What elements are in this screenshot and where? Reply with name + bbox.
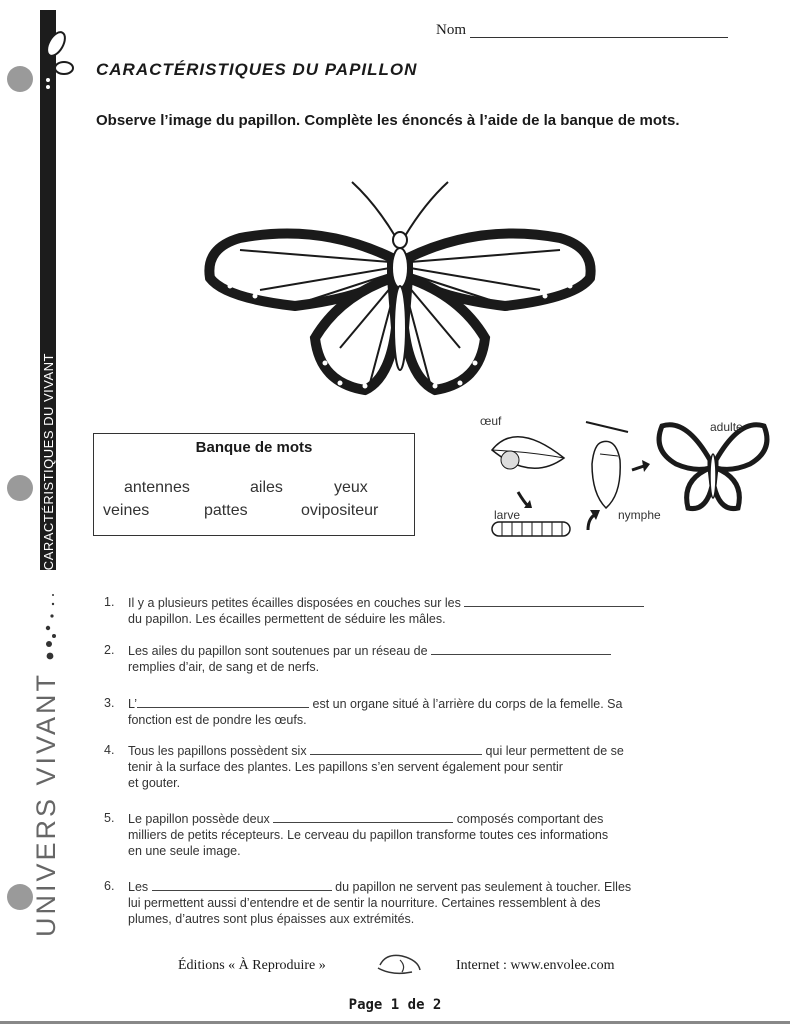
word-bank-item: antennes [124, 479, 190, 496]
life-cycle-diagram [476, 410, 776, 550]
website-text: Internet : www.envolee.com [456, 958, 615, 973]
answer-blank[interactable] [273, 810, 453, 823]
publisher-logo [372, 950, 428, 980]
life-cycle-egg-label: œuf [480, 414, 502, 428]
page-number: Page 1 de 2 [348, 997, 442, 1013]
punch-hole [7, 66, 33, 92]
answer-blank[interactable] [310, 742, 482, 755]
life-cycle-larva-label: larve [494, 508, 521, 522]
word-bank-title: Banque de mots [195, 439, 313, 456]
name-label: Nom [436, 22, 466, 38]
word-bank-item: yeux [334, 479, 368, 496]
life-cycle-adult-label: adulte [710, 420, 743, 434]
page-title: CARACTÉRISTIQUES DU PAPILLON [96, 60, 418, 79]
word-bank-item: veines [103, 502, 150, 519]
punch-hole [7, 475, 33, 501]
univers-vivant-label: UNIVERS VIVANT [30, 672, 61, 938]
answer-blank[interactable] [152, 878, 332, 891]
leaf-logo [36, 24, 76, 94]
word-bank-item: ailes [250, 479, 283, 496]
publisher-text: Éditions « À Reproduire » [178, 958, 326, 973]
answer-blank[interactable] [137, 695, 309, 708]
answer-blank[interactable] [464, 594, 644, 607]
word-bank-item: ovipositeur [301, 502, 379, 519]
life-cycle-pupa-label: nymphe [618, 508, 661, 522]
butterfly-illustration [200, 178, 600, 410]
side-band-label: CARACTÉRISTIQUES DU VIVANT [40, 352, 56, 570]
word-bank-item: pattes [204, 502, 248, 519]
answer-blank[interactable] [431, 642, 611, 655]
instructions: Observe l’image du papillon. Complète les énoncés à l’aide de la banque de mots. [96, 112, 680, 129]
name-field[interactable] [470, 37, 728, 38]
word-bank [93, 433, 415, 536]
